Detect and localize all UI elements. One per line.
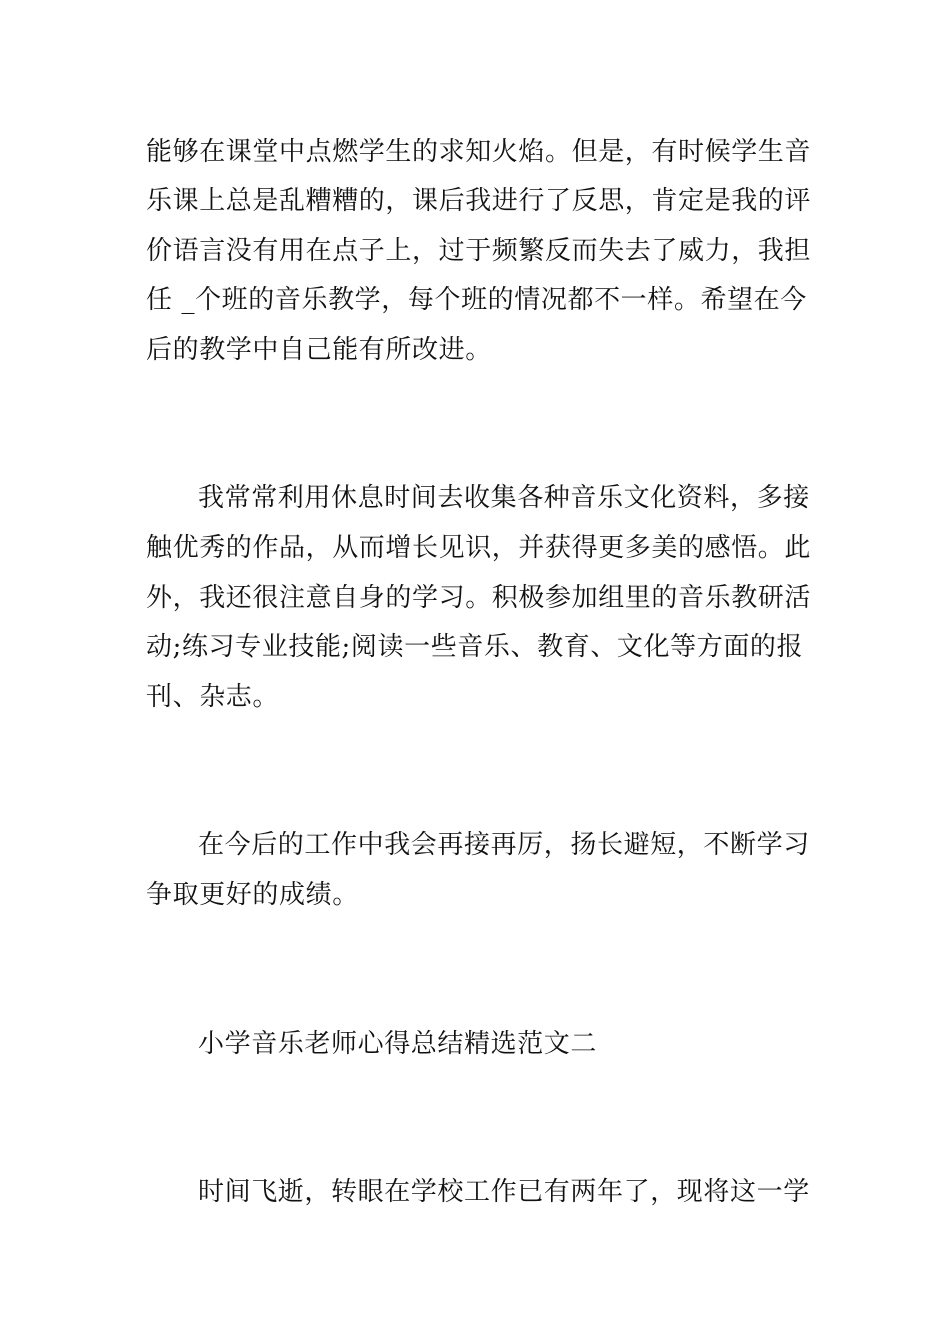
paragraph-2-line-5: 刊、杂志。 [146, 682, 280, 712]
paragraph-1-line-4: 任 _个班的音乐教学，每个班的情况都不一样。希望在今 [146, 285, 807, 315]
section-heading: 小学音乐老师心得总结精选范文二 [198, 1029, 598, 1059]
paragraph-2-line-3: 外，我还很注意自身的学习。积极参加组里的音乐教研活 [146, 583, 812, 613]
paragraph-4-line-1: 时间飞逝，转眼在学校工作已有两年了，现将这一学 [198, 1177, 810, 1207]
paragraph-2-line-1: 我常常利用休息时间去收集各种音乐文化资料，多接 [198, 483, 810, 513]
paragraph-1-line-5: 后的教学中自己能有所改进。 [146, 335, 492, 365]
paragraph-2-line-2: 触优秀的作品，从而增长见识，并获得更多美的感悟。此 [146, 533, 812, 563]
paragraph-3-line-2: 争取更好的成绩。 [146, 880, 359, 910]
paragraph-3-line-1: 在今后的工作中我会再接再厉，扬长避短，不断学习 [198, 830, 810, 860]
paragraph-1-line-1: 能够在课堂中点燃学生的求知火焰。但是，有时候学生音 [146, 137, 812, 167]
paragraph-1-line-2: 乐课上总是乱糟糟的，课后我进行了反思，肯定是我的评 [146, 186, 812, 216]
paragraph-1-line-3: 价语言没有用在点子上，过于频繁反而失去了威力，我担 [146, 236, 812, 266]
paragraph-2-line-4: 动;练习专业技能;阅读一些音乐、教育、文化等方面的报 [146, 632, 804, 662]
